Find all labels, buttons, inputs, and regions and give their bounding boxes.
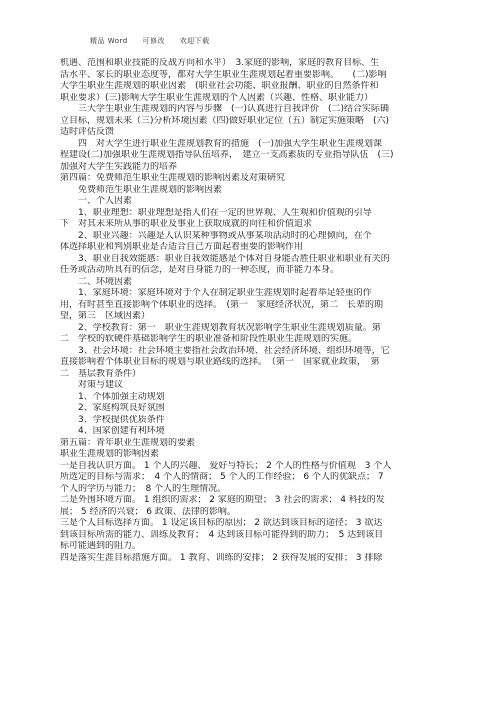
text-line: 加强对大学生实践能力的培养 (60, 161, 178, 172)
header-editable: 可修改 (142, 37, 165, 45)
text-line: 2、职业兴趣：兴趣是人认识某种事物或从事某项活动时的心理倾向，在个 (60, 230, 372, 241)
text-line: 个人的学历与能力； 8 个人的生理情况。 (60, 483, 227, 494)
text-line: 二 基层教育条件） (60, 368, 142, 379)
text-line: 3、学校提供优质条件 (60, 414, 165, 425)
page-header (90, 36, 222, 46)
text-line: 活水平、家长的职业态度等，都对大学生职业生涯规划起着重要影响。 (二)影响 (60, 69, 387, 80)
text-line: 第五篇：青年职业生涯规划的要素 (60, 437, 196, 448)
text-line: 职业要求）(三)影响大学生职业生涯规划的个人因素（兴趣、性格、职业能力） (60, 92, 374, 103)
text-line: 程建设(二)加强职业生涯规划指导队伍培养， 建立一支高素质的专业指导队伍 (三) (60, 150, 394, 160)
text-line: 2、家庭构筑良好氛围 (60, 403, 165, 413)
text-line: 机遇、范围和职业技能的反战方向和水平） 3.家庭的影响，家庭的教育目标、生 (60, 58, 380, 68)
text-line: 二 学校的软硬件基础影响学生的职业准备和阶段性职业生涯规划的实施。 (60, 334, 358, 344)
text-line: 用，有时甚至直接影响个体职业的选择。 (第一 家庭经济状况，第二 长辈的期 (60, 299, 384, 310)
text-line: 三大学生职业生涯规划的内容与步骤 (一)认真进行自我评价 (二)结合实际确 (60, 104, 390, 114)
header-brand: 精品 Word (90, 37, 128, 45)
text-line: 免费师范生职业生涯规划的影响因素 (60, 184, 223, 195)
text-line: 下 对其未来所从事的职业及事业上获取成就的向往和价值追求 (60, 219, 313, 229)
text-line: 四 对大学生进行职业生涯规划教育的措施 (一)加强大学生职业生涯规划课 (60, 138, 383, 149)
text-line: 二是外围环境方面。 1 组织的需求； 2 家庭的期望； 3 社会的需求； 4 科技的发 (60, 495, 385, 505)
text-line: 3、职业自我效能感：职业自我效能感是个体对自身能否胜任职业和职业有关的 (60, 253, 390, 264)
text-line: 标可能遇到的阻力。 (60, 541, 142, 551)
text-line: 所选定的目标与需求； 4 个人的情商； 5 个人的工作经验； 6 个人的优缺点； 7 (60, 472, 384, 482)
text-line: 3、社会环境：社会环境主要指社会政治环境、社会经济环境、组织环境等，它 (60, 345, 390, 356)
text-line: 第四篇：免费师范生职业生涯规划的影响因素及对策研究 (60, 173, 286, 183)
text-line: 适时评估反馈 (60, 127, 115, 137)
text-line: 一、个人因素 (60, 196, 133, 206)
text-line: 对策与建议 (60, 380, 124, 390)
text-line: 2、学校教育：第一 职业生涯规划教育状况影响学生职业生涯规划质量。第 (60, 322, 381, 333)
text-line: 到该目标所需的能力、训练及教育； 4 达到该目标可能得到的助力； 5 达到该目 (60, 529, 384, 540)
text-line: 四是落实生涯目标措施方面。 1 教育、训练的安排； 2 获得发展的安排； 3 排除 (60, 552, 383, 563)
text-line: 直接影响着个体职业目标的规划与职业路线的选择。 （第一 国家就业政策， 第 (60, 357, 380, 367)
text-line: 体选择职业和判别职业是否适合自己方面起着重要的影响作用 (60, 242, 304, 252)
text-line: 二、环境因素 (60, 276, 133, 287)
text-line: 任务或活动所具有的信念，是对自身能力的一种态度，而非能力本身。 (60, 265, 340, 275)
text-line: 1、职业理想：职业理想是指人们在一定的世界观、人生观和价值观的引导 (60, 207, 372, 218)
text-line: 1、个体加强主动规划 (60, 391, 165, 402)
text-line: 立目标，规划未来（三)分析环境因素（四)做好职业定位（五）制定实施策略 (六) (60, 115, 390, 126)
text-line: 1、家庭环境：家庭环境对于个人在制定职业生涯规划时起着举足轻重的作 (60, 288, 372, 298)
text-line: 展； 5 经济的兴衰； 6 政策、法律的影响。 (60, 506, 236, 517)
document-body (60, 58, 442, 564)
text-line: 4、国家创建有利环境 (60, 426, 165, 436)
header-download: 欢迎下载 (179, 37, 210, 45)
text-line: 三是个人目标选择方面。 1 设定该目标的原因； 2 欲达到该目标的途径； 3 欲达 (60, 518, 383, 528)
text-line: 望，第三 区域因素） (60, 311, 151, 321)
text-line: 一是自我认识方面。 1 个人的兴趣、 爱好与特长； 2 个人的性格与价值观 3 个人 (60, 460, 392, 471)
text-line: 职业生涯规划的影响因素 (60, 449, 160, 459)
text-line: 大学生职业生涯规划的职业因素 (职业社会功能、职业报酬、职业的自然条件和 (60, 81, 379, 91)
